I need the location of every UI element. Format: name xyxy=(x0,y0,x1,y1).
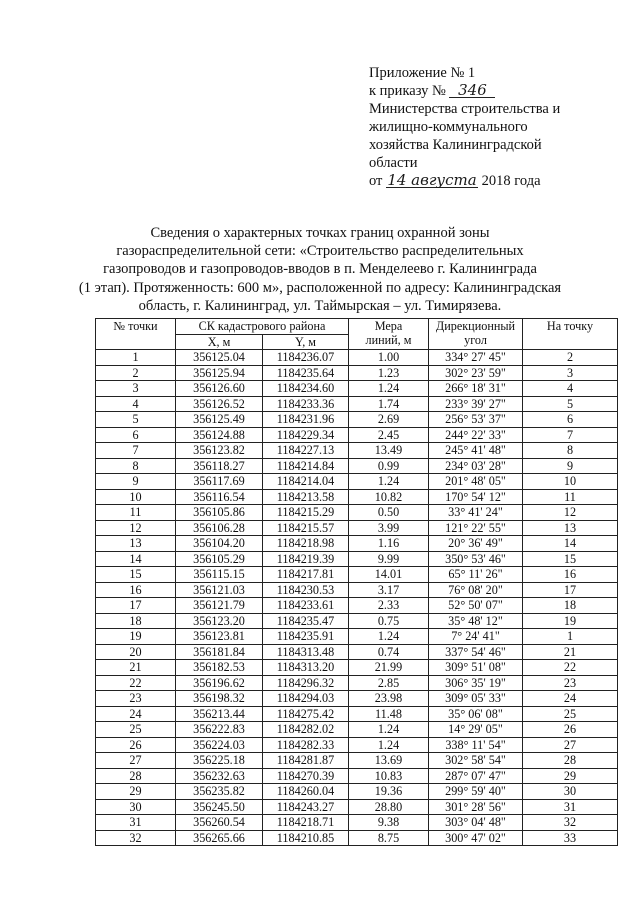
cell-angle: 245° 41' 48" xyxy=(429,443,523,459)
cell-point-no: 20 xyxy=(96,644,176,660)
cell-length: 2.45 xyxy=(349,427,429,443)
cell-angle: 76° 08' 20" xyxy=(429,582,523,598)
cell-to-point: 3 xyxy=(523,365,618,381)
cell-to-point: 11 xyxy=(523,489,618,505)
cell-length: 0.99 xyxy=(349,458,429,474)
cell-to-point: 21 xyxy=(523,644,618,660)
cell-y: 1184282.02 xyxy=(263,722,349,738)
cell-x: 356125.94 xyxy=(176,365,263,381)
cell-angle: 234° 03' 28" xyxy=(429,458,523,474)
table-row xyxy=(96,536,618,552)
cell-point-no: 2 xyxy=(96,365,176,381)
table-row xyxy=(96,582,618,598)
cell-angle: 266° 18' 31" xyxy=(429,381,523,397)
cell-angle: 350° 53' 46" xyxy=(429,551,523,567)
cell-y: 1184213.58 xyxy=(263,489,349,505)
table-row xyxy=(96,350,618,366)
cell-y: 1184281.87 xyxy=(263,753,349,769)
cell-x: 356265.66 xyxy=(176,830,263,846)
cell-point-no: 3 xyxy=(96,381,176,397)
cell-to-point: 24 xyxy=(523,691,618,707)
table-row xyxy=(96,505,618,521)
cell-length: 2.69 xyxy=(349,412,429,428)
table-row xyxy=(96,722,618,738)
cell-to-point: 1 xyxy=(523,629,618,645)
cell-x: 356235.82 xyxy=(176,784,263,800)
cell-angle: 201° 48' 05" xyxy=(429,474,523,490)
header-x: X, м xyxy=(176,334,263,350)
cell-length: 1.24 xyxy=(349,474,429,490)
cell-x: 356260.54 xyxy=(176,815,263,831)
order-line xyxy=(369,82,619,100)
table-row xyxy=(96,768,618,784)
cell-angle: 302° 23' 59" xyxy=(429,365,523,381)
table-row xyxy=(96,443,618,459)
cell-length: 2.33 xyxy=(349,598,429,614)
cell-to-point: 19 xyxy=(523,613,618,629)
table-row xyxy=(96,706,618,722)
cell-point-no: 15 xyxy=(96,567,176,583)
cell-to-point: 16 xyxy=(523,567,618,583)
cell-angle: 244° 22' 33" xyxy=(429,427,523,443)
table-row xyxy=(96,613,618,629)
cell-y: 1184231.96 xyxy=(263,412,349,428)
cell-to-point: 26 xyxy=(523,722,618,738)
table-row xyxy=(96,551,618,567)
cell-angle: 306° 35' 19" xyxy=(429,675,523,691)
cell-length: 8.75 xyxy=(349,830,429,846)
cell-length: 1.00 xyxy=(349,350,429,366)
cell-point-no: 17 xyxy=(96,598,176,614)
table-row xyxy=(96,815,618,831)
cell-point-no: 26 xyxy=(96,737,176,753)
appendix-title: Приложение № 1 xyxy=(369,65,476,81)
cell-point-no: 31 xyxy=(96,815,176,831)
cell-angle: 35° 06' 08" xyxy=(429,706,523,722)
cell-x: 356104.20 xyxy=(176,536,263,552)
cell-to-point: 23 xyxy=(523,675,618,691)
cell-angle: 7° 24' 41" xyxy=(429,629,523,645)
table-row xyxy=(96,412,618,428)
cell-length: 9.99 xyxy=(349,551,429,567)
cell-angle: 33° 41' 24" xyxy=(429,505,523,521)
cell-angle: 301° 28' 56" xyxy=(429,799,523,815)
cell-y: 1184235.64 xyxy=(263,365,349,381)
cell-point-no: 23 xyxy=(96,691,176,707)
cell-point-no: 11 xyxy=(96,505,176,521)
cell-y: 1184214.84 xyxy=(263,458,349,474)
cell-to-point: 17 xyxy=(523,582,618,598)
cell-to-point: 8 xyxy=(523,443,618,459)
cell-angle: 65° 11' 26" xyxy=(429,567,523,583)
cell-length: 0.74 xyxy=(349,644,429,660)
cell-to-point: 12 xyxy=(523,505,618,521)
cell-length: 23.98 xyxy=(349,691,429,707)
cell-angle: 309° 51' 08" xyxy=(429,660,523,676)
cell-x: 356222.83 xyxy=(176,722,263,738)
cell-length: 13.69 xyxy=(349,753,429,769)
cell-to-point: 2 xyxy=(523,350,618,366)
cell-length: 9.38 xyxy=(349,815,429,831)
cell-point-no: 18 xyxy=(96,613,176,629)
cell-x: 356126.52 xyxy=(176,396,263,412)
header-length-line-2: линий, м xyxy=(365,333,412,347)
date-suffix: 2018 года xyxy=(481,173,541,189)
cell-to-point: 14 xyxy=(523,536,618,552)
cell-x: 356196.62 xyxy=(176,675,263,691)
header-y: Y, м xyxy=(263,334,349,350)
cell-y: 1184218.98 xyxy=(263,536,349,552)
cell-x: 356115.15 xyxy=(176,567,263,583)
cell-length: 10.83 xyxy=(349,768,429,784)
boundary-points-table xyxy=(95,318,618,846)
cell-length: 28.80 xyxy=(349,799,429,815)
table-row xyxy=(96,830,618,846)
cell-x: 356232.63 xyxy=(176,768,263,784)
order-prefix: к приказу № xyxy=(369,83,446,99)
header-angle-line-1: Дирекционный xyxy=(435,319,516,333)
cell-x: 356182.53 xyxy=(176,660,263,676)
cell-to-point: 22 xyxy=(523,660,618,676)
cell-y: 1184275.42 xyxy=(263,706,349,722)
cell-length: 3.17 xyxy=(349,582,429,598)
cell-length: 1.24 xyxy=(349,737,429,753)
heading-line-4: (1 этап). Протяженность: 600 м», расположенной по адресу: Калининградская xyxy=(78,279,562,296)
table-row xyxy=(96,567,618,583)
cell-point-no: 32 xyxy=(96,830,176,846)
cell-to-point: 27 xyxy=(523,737,618,753)
cell-angle: 303° 04' 48" xyxy=(429,815,523,831)
cell-length: 0.50 xyxy=(349,505,429,521)
header-length xyxy=(349,319,429,350)
cell-point-no: 14 xyxy=(96,551,176,567)
cell-x: 356245.50 xyxy=(176,799,263,815)
cell-x: 356118.27 xyxy=(176,458,263,474)
cell-length: 1.24 xyxy=(349,629,429,645)
header-angle xyxy=(429,319,523,350)
cell-angle: 309° 05' 33" xyxy=(429,691,523,707)
cell-length: 19.36 xyxy=(349,784,429,800)
cell-y: 1184296.32 xyxy=(263,675,349,691)
ministry-line-2: жилищно-коммунального xyxy=(369,119,528,135)
cell-to-point: 33 xyxy=(523,830,618,846)
cell-x: 356198.32 xyxy=(176,691,263,707)
table-row xyxy=(96,784,618,800)
cell-point-no: 9 xyxy=(96,474,176,490)
cell-length: 1.74 xyxy=(349,396,429,412)
cell-to-point: 29 xyxy=(523,768,618,784)
cell-point-no: 6 xyxy=(96,427,176,443)
cell-length: 10.82 xyxy=(349,489,429,505)
cell-x: 356126.60 xyxy=(176,381,263,397)
header-length-line-1: Мера xyxy=(374,319,403,333)
cell-x: 356123.81 xyxy=(176,629,263,645)
cell-angle: 52° 50' 07" xyxy=(429,598,523,614)
table-row xyxy=(96,396,618,412)
cell-length: 14.01 xyxy=(349,567,429,583)
cell-to-point: 5 xyxy=(523,396,618,412)
table-row xyxy=(96,520,618,536)
cell-angle: 14° 29' 05" xyxy=(429,722,523,738)
cell-point-no: 25 xyxy=(96,722,176,738)
cell-point-no: 19 xyxy=(96,629,176,645)
cell-point-no: 12 xyxy=(96,520,176,536)
cell-length: 1.16 xyxy=(349,536,429,552)
cell-point-no: 1 xyxy=(96,350,176,366)
table-row xyxy=(96,427,618,443)
cell-y: 1184217.81 xyxy=(263,567,349,583)
cell-x: 356105.29 xyxy=(176,551,263,567)
cell-to-point: 9 xyxy=(523,458,618,474)
cell-x: 356121.79 xyxy=(176,598,263,614)
cell-to-point: 6 xyxy=(523,412,618,428)
cell-angle: 121° 22' 55" xyxy=(429,520,523,536)
cell-y: 1184313.20 xyxy=(263,660,349,676)
header-point-no: № точки xyxy=(96,319,176,350)
cell-angle: 287° 07' 47" xyxy=(429,768,523,784)
date-handwritten: 14 августа xyxy=(387,171,477,189)
cell-x: 356225.18 xyxy=(176,753,263,769)
cell-x: 356124.88 xyxy=(176,427,263,443)
cell-y: 1184229.34 xyxy=(263,427,349,443)
table-row xyxy=(96,629,618,645)
cell-length: 21.99 xyxy=(349,660,429,676)
table-row xyxy=(96,381,618,397)
cell-x: 356123.82 xyxy=(176,443,263,459)
table-row xyxy=(96,474,618,490)
cell-x: 356105.86 xyxy=(176,505,263,521)
cell-y: 1184214.04 xyxy=(263,474,349,490)
cell-point-no: 24 xyxy=(96,706,176,722)
cell-angle: 299° 59' 40" xyxy=(429,784,523,800)
heading-line-2: газораспределительной сети: «Строительство распределительных xyxy=(116,243,524,260)
header-to-point: На точку xyxy=(523,319,618,350)
cell-y: 1184313.48 xyxy=(263,644,349,660)
cell-x: 356213.44 xyxy=(176,706,263,722)
cell-x: 356125.49 xyxy=(176,412,263,428)
cell-y: 1184215.57 xyxy=(263,520,349,536)
cell-point-no: 29 xyxy=(96,784,176,800)
cell-y: 1184215.29 xyxy=(263,505,349,521)
cell-angle: 20° 36' 49" xyxy=(429,536,523,552)
cell-to-point: 30 xyxy=(523,784,618,800)
header-cs: СК кадастрового района xyxy=(176,319,349,335)
cell-x: 356121.03 xyxy=(176,582,263,598)
table-row xyxy=(96,675,618,691)
cell-x: 356117.69 xyxy=(176,474,263,490)
cell-point-no: 30 xyxy=(96,799,176,815)
appendix-block xyxy=(369,64,619,190)
cell-point-no: 8 xyxy=(96,458,176,474)
cell-length: 3.99 xyxy=(349,520,429,536)
cell-y: 1184260.04 xyxy=(263,784,349,800)
cell-to-point: 10 xyxy=(523,474,618,490)
cell-to-point: 13 xyxy=(523,520,618,536)
document-heading xyxy=(40,224,600,315)
cell-length: 0.75 xyxy=(349,613,429,629)
cell-x: 356224.03 xyxy=(176,737,263,753)
cell-to-point: 18 xyxy=(523,598,618,614)
cell-angle: 337° 54' 46" xyxy=(429,644,523,660)
ministry-line-3: хозяйства Калининградской xyxy=(369,137,542,153)
table-row xyxy=(96,644,618,660)
date-prefix: от xyxy=(369,173,383,189)
cell-angle: 256° 53' 37" xyxy=(429,412,523,428)
date-line xyxy=(369,172,619,190)
ministry-line-1: Министерства строительства и xyxy=(369,101,561,117)
cell-length: 11.48 xyxy=(349,706,429,722)
cell-y: 1184294.03 xyxy=(263,691,349,707)
cell-point-no: 21 xyxy=(96,660,176,676)
table-row xyxy=(96,458,618,474)
cell-point-no: 16 xyxy=(96,582,176,598)
heading-line-5: область, г. Калининград, ул. Таймырская – ул. Тимирязева. xyxy=(138,297,502,314)
cell-angle: 302° 58' 54" xyxy=(429,753,523,769)
heading-line-3: газопроводов и газопроводов-вводов в п. Менделеево г. Калининграда xyxy=(103,261,537,278)
order-number-handwritten: 346 xyxy=(449,83,495,98)
cell-point-no: 5 xyxy=(96,412,176,428)
cell-y: 1184230.53 xyxy=(263,582,349,598)
cell-angle: 300° 47' 02" xyxy=(429,830,523,846)
cell-to-point: 7 xyxy=(523,427,618,443)
cell-length: 1.24 xyxy=(349,381,429,397)
cell-y: 1184235.91 xyxy=(263,629,349,645)
cell-length: 1.24 xyxy=(349,722,429,738)
cell-point-no: 27 xyxy=(96,753,176,769)
table-row xyxy=(96,598,618,614)
cell-length: 13.49 xyxy=(349,443,429,459)
cell-angle: 334° 27' 45" xyxy=(429,350,523,366)
cell-y: 1184243.27 xyxy=(263,799,349,815)
table-row xyxy=(96,660,618,676)
cell-point-no: 4 xyxy=(96,396,176,412)
cell-to-point: 31 xyxy=(523,799,618,815)
table-body xyxy=(96,350,618,846)
cell-angle: 233° 39' 27" xyxy=(429,396,523,412)
cell-y: 1184218.71 xyxy=(263,815,349,831)
cell-angle: 35° 48' 12" xyxy=(429,613,523,629)
cell-to-point: 4 xyxy=(523,381,618,397)
cell-y: 1184210.85 xyxy=(263,830,349,846)
table-row xyxy=(96,365,618,381)
cell-y: 1184270.39 xyxy=(263,768,349,784)
cell-x: 356125.04 xyxy=(176,350,263,366)
cell-x: 356123.20 xyxy=(176,613,263,629)
cell-angle: 170° 54' 12" xyxy=(429,489,523,505)
cell-length: 2.85 xyxy=(349,675,429,691)
cell-y: 1184282.33 xyxy=(263,737,349,753)
header-angle-line-2: угол xyxy=(464,333,487,347)
cell-y: 1184219.39 xyxy=(263,551,349,567)
cell-point-no: 22 xyxy=(96,675,176,691)
cell-point-no: 13 xyxy=(96,536,176,552)
table-header xyxy=(96,319,618,350)
cell-point-no: 10 xyxy=(96,489,176,505)
cell-y: 1184227.13 xyxy=(263,443,349,459)
cell-point-no: 28 xyxy=(96,768,176,784)
cell-point-no: 7 xyxy=(96,443,176,459)
cell-to-point: 28 xyxy=(523,753,618,769)
cell-x: 356106.28 xyxy=(176,520,263,536)
cell-x: 356116.54 xyxy=(176,489,263,505)
cell-y: 1184236.07 xyxy=(263,350,349,366)
table-row xyxy=(96,799,618,815)
table-row xyxy=(96,691,618,707)
cell-to-point: 15 xyxy=(523,551,618,567)
cell-angle: 338° 11' 54" xyxy=(429,737,523,753)
cell-to-point: 32 xyxy=(523,815,618,831)
cell-y: 1184233.61 xyxy=(263,598,349,614)
cell-y: 1184233.36 xyxy=(263,396,349,412)
cell-length: 1.23 xyxy=(349,365,429,381)
cell-to-point: 25 xyxy=(523,706,618,722)
table-row xyxy=(96,737,618,753)
ministry-line-4: области xyxy=(369,155,418,171)
cell-y: 1184235.47 xyxy=(263,613,349,629)
cell-x: 356181.84 xyxy=(176,644,263,660)
table-row xyxy=(96,489,618,505)
table-row xyxy=(96,753,618,769)
cell-y: 1184234.60 xyxy=(263,381,349,397)
heading-line-1: Сведения о характерных точках границ охранной зоны xyxy=(150,225,490,241)
